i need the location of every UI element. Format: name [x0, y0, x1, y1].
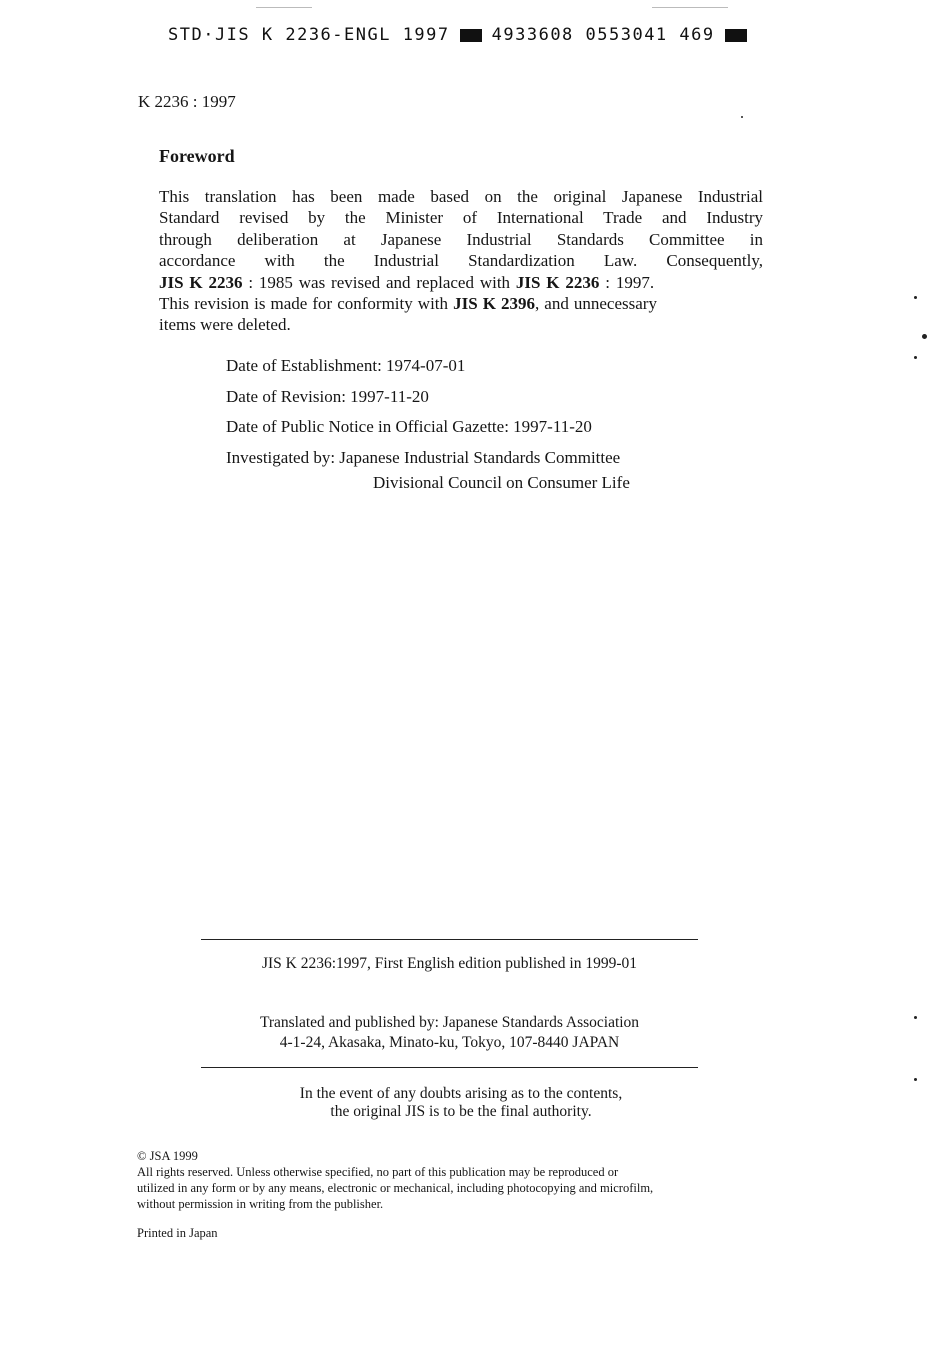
rights-line: utilized in any form or by any means, electronic or mechanical, including photocopying and microfilm, — [137, 1181, 654, 1195]
paragraph-line: accordance with the Industrial Standardization Law. Consequently, — [159, 251, 763, 271]
foreword-heading: Foreword — [159, 146, 235, 166]
foreword-paragraph — [159, 186, 763, 336]
investigated-by: Investigated by: Japanese Industrial Standards Committee — [226, 447, 621, 467]
standard-ref: JIS K 2236 — [159, 272, 243, 292]
scan-header-left: STD·JIS K 2236-ENGL 1997 — [168, 25, 450, 45]
scan-bar-mark — [460, 29, 482, 42]
divider-top — [201, 939, 698, 940]
translated-by: Translated and published by: Japanese Standards Association — [259, 1014, 640, 1031]
paragraph-line: items were deleted. — [159, 315, 291, 335]
paragraph-line: through deliberation at Japanese Industrial Standards Committee in — [159, 229, 763, 249]
scan-header — [168, 22, 747, 48]
paragraph-line: This translation has been made based on the original Japanese Industrial — [159, 187, 763, 206]
standard-ref: JIS K 2396 — [453, 294, 535, 314]
scan-speck — [922, 334, 927, 339]
scan-artifact — [256, 7, 312, 8]
paragraph-text: : 1985 was revised and replaced with — [242, 272, 516, 292]
paragraph-line — [159, 293, 763, 314]
publisher-address: 4-1-24, Akasaka, Minato-ku, Tokyo, 107-8440 JAPAN — [279, 1034, 620, 1051]
copyright-owner: © JSA 1999 — [137, 1149, 198, 1163]
scan-speck — [914, 296, 917, 299]
date-of-revision: Date of Revision: 1997-11-20 — [226, 386, 429, 406]
dates-block — [226, 354, 630, 506]
rights-line: without permission in writing from the publisher. — [137, 1197, 384, 1211]
standard-ref: JIS K 2236 — [515, 272, 600, 292]
copyright-block — [137, 1148, 777, 1212]
scan-header-right: 4933608 0553041 469 — [491, 25, 715, 45]
authority-note-line-1: In the event of any doubts arising as to the contents, — [299, 1085, 623, 1102]
scan-speck — [914, 356, 917, 359]
scan-artifact — [652, 7, 728, 8]
scan-speck — [914, 1016, 917, 1019]
paragraph-text: This revision is made for conformity with — [159, 294, 454, 314]
date-of-public-notice: Date of Public Notice in Official Gazette: 1997-11-20 — [226, 417, 592, 436]
date-of-establishment: Date of Establishment: 1974-07-01 — [226, 356, 466, 375]
paragraph-text: : 1997. — [599, 272, 655, 292]
scan-speck — [741, 116, 743, 118]
document-id: K 2236 : 1997 — [138, 92, 236, 111]
printed-in: Printed in Japan — [137, 1226, 218, 1240]
scan-speck — [914, 1078, 917, 1081]
investigated-by-council: Divisional Council on Consumer Life — [373, 473, 630, 492]
rights-line: All rights reserved. Unless otherwise specified, no part of this publication may be reproduced or — [137, 1165, 619, 1179]
paragraph-line — [159, 272, 763, 293]
authority-note-line-2: the original JIS is to be the final authority. — [330, 1103, 592, 1120]
divider-bottom — [201, 1067, 698, 1068]
paragraph-line: Standard revised by the Minister of International Trade and Industry — [159, 208, 763, 228]
paragraph-text: , and unnecessary — [534, 294, 657, 314]
edition-info: JIS K 2236:1997, First English edition published in 1999-01 — [261, 955, 638, 972]
scan-bar-mark — [725, 29, 747, 42]
